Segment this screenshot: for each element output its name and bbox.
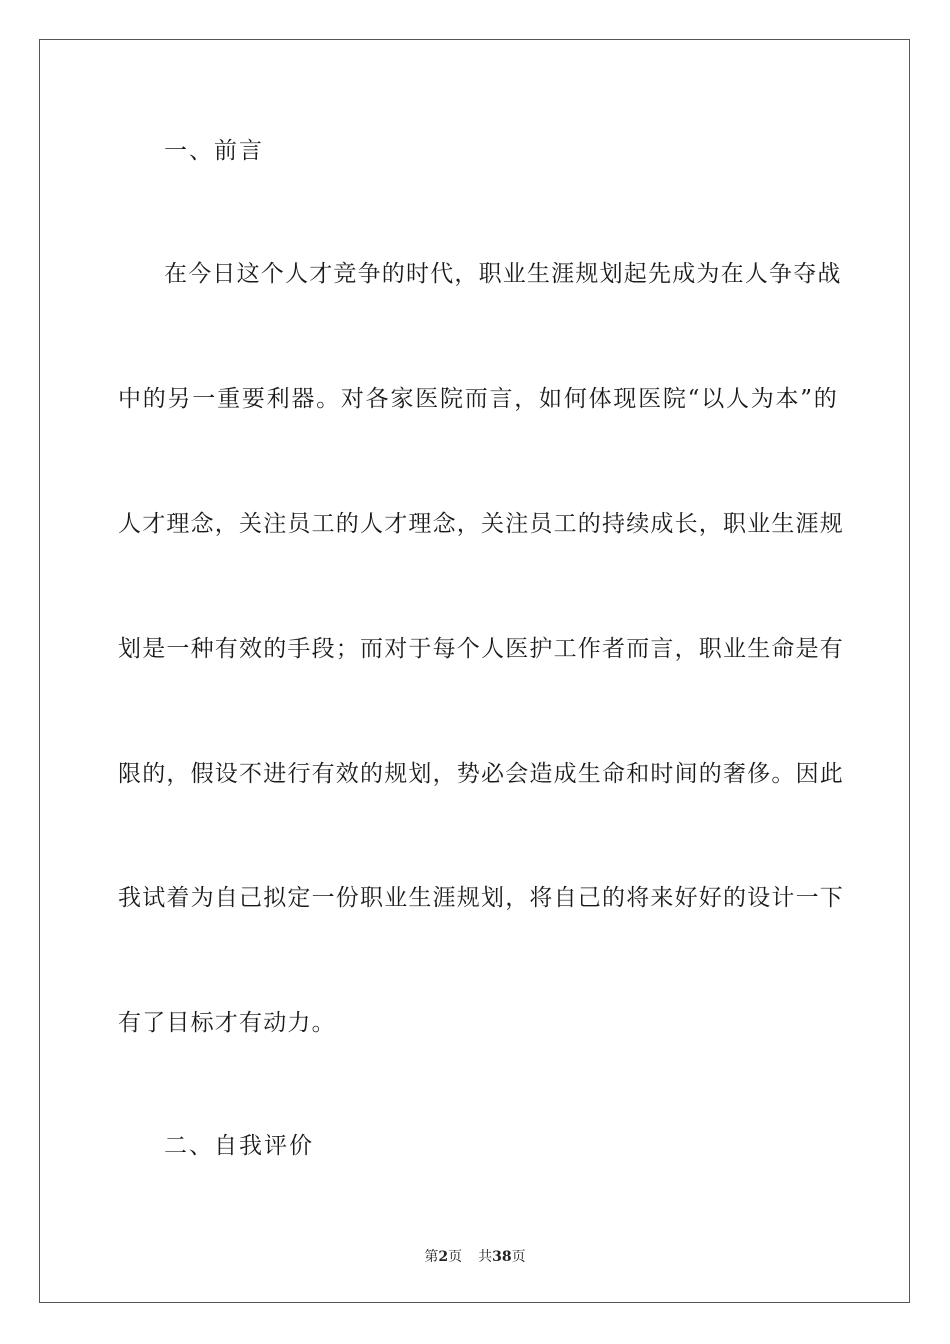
footer-page-number: 2: [438, 1249, 449, 1265]
paragraph-line-3: 人才理念，关注员工的人才理念，关注员工的持续成长，职业生涯规: [118, 511, 844, 537]
paragraph-line-5: 限的，假设不进行有效的规划，势必会造成生命和时间的奢侈。因此: [118, 761, 844, 787]
section-heading-preface: 一、前言: [164, 138, 264, 164]
footer-page-prefix: 第: [424, 1249, 439, 1265]
paragraph-line-1: 在今日这个人才竞争的时代，职业生涯规划起先成为在人争夺战: [164, 261, 842, 287]
page-border: [39, 39, 910, 1303]
footer-page-suffix: 页: [448, 1249, 463, 1265]
paragraph-line-2: 中的另一重要利器。对各家医院而言，如何体现医院“以人为本”的: [118, 386, 838, 412]
page-footer: [0, 1247, 950, 1267]
footer-total-pages: 38: [492, 1249, 512, 1265]
paragraph-line-6: 我试着为自己拟定一份职业生涯规划，将自己的将来好好的设计一下: [118, 885, 844, 911]
paragraph-line-7: 有了目标才有动力。: [118, 1010, 336, 1036]
footer-total-prefix: 共: [478, 1249, 493, 1265]
paragraph-line-4: 划是一种有效的手段；而对于每个人医护工作者而言，职业生命是有: [118, 636, 844, 662]
section-heading-self-evaluation: 二、自我评价: [164, 1133, 314, 1159]
footer-total-suffix: 页: [511, 1249, 526, 1265]
